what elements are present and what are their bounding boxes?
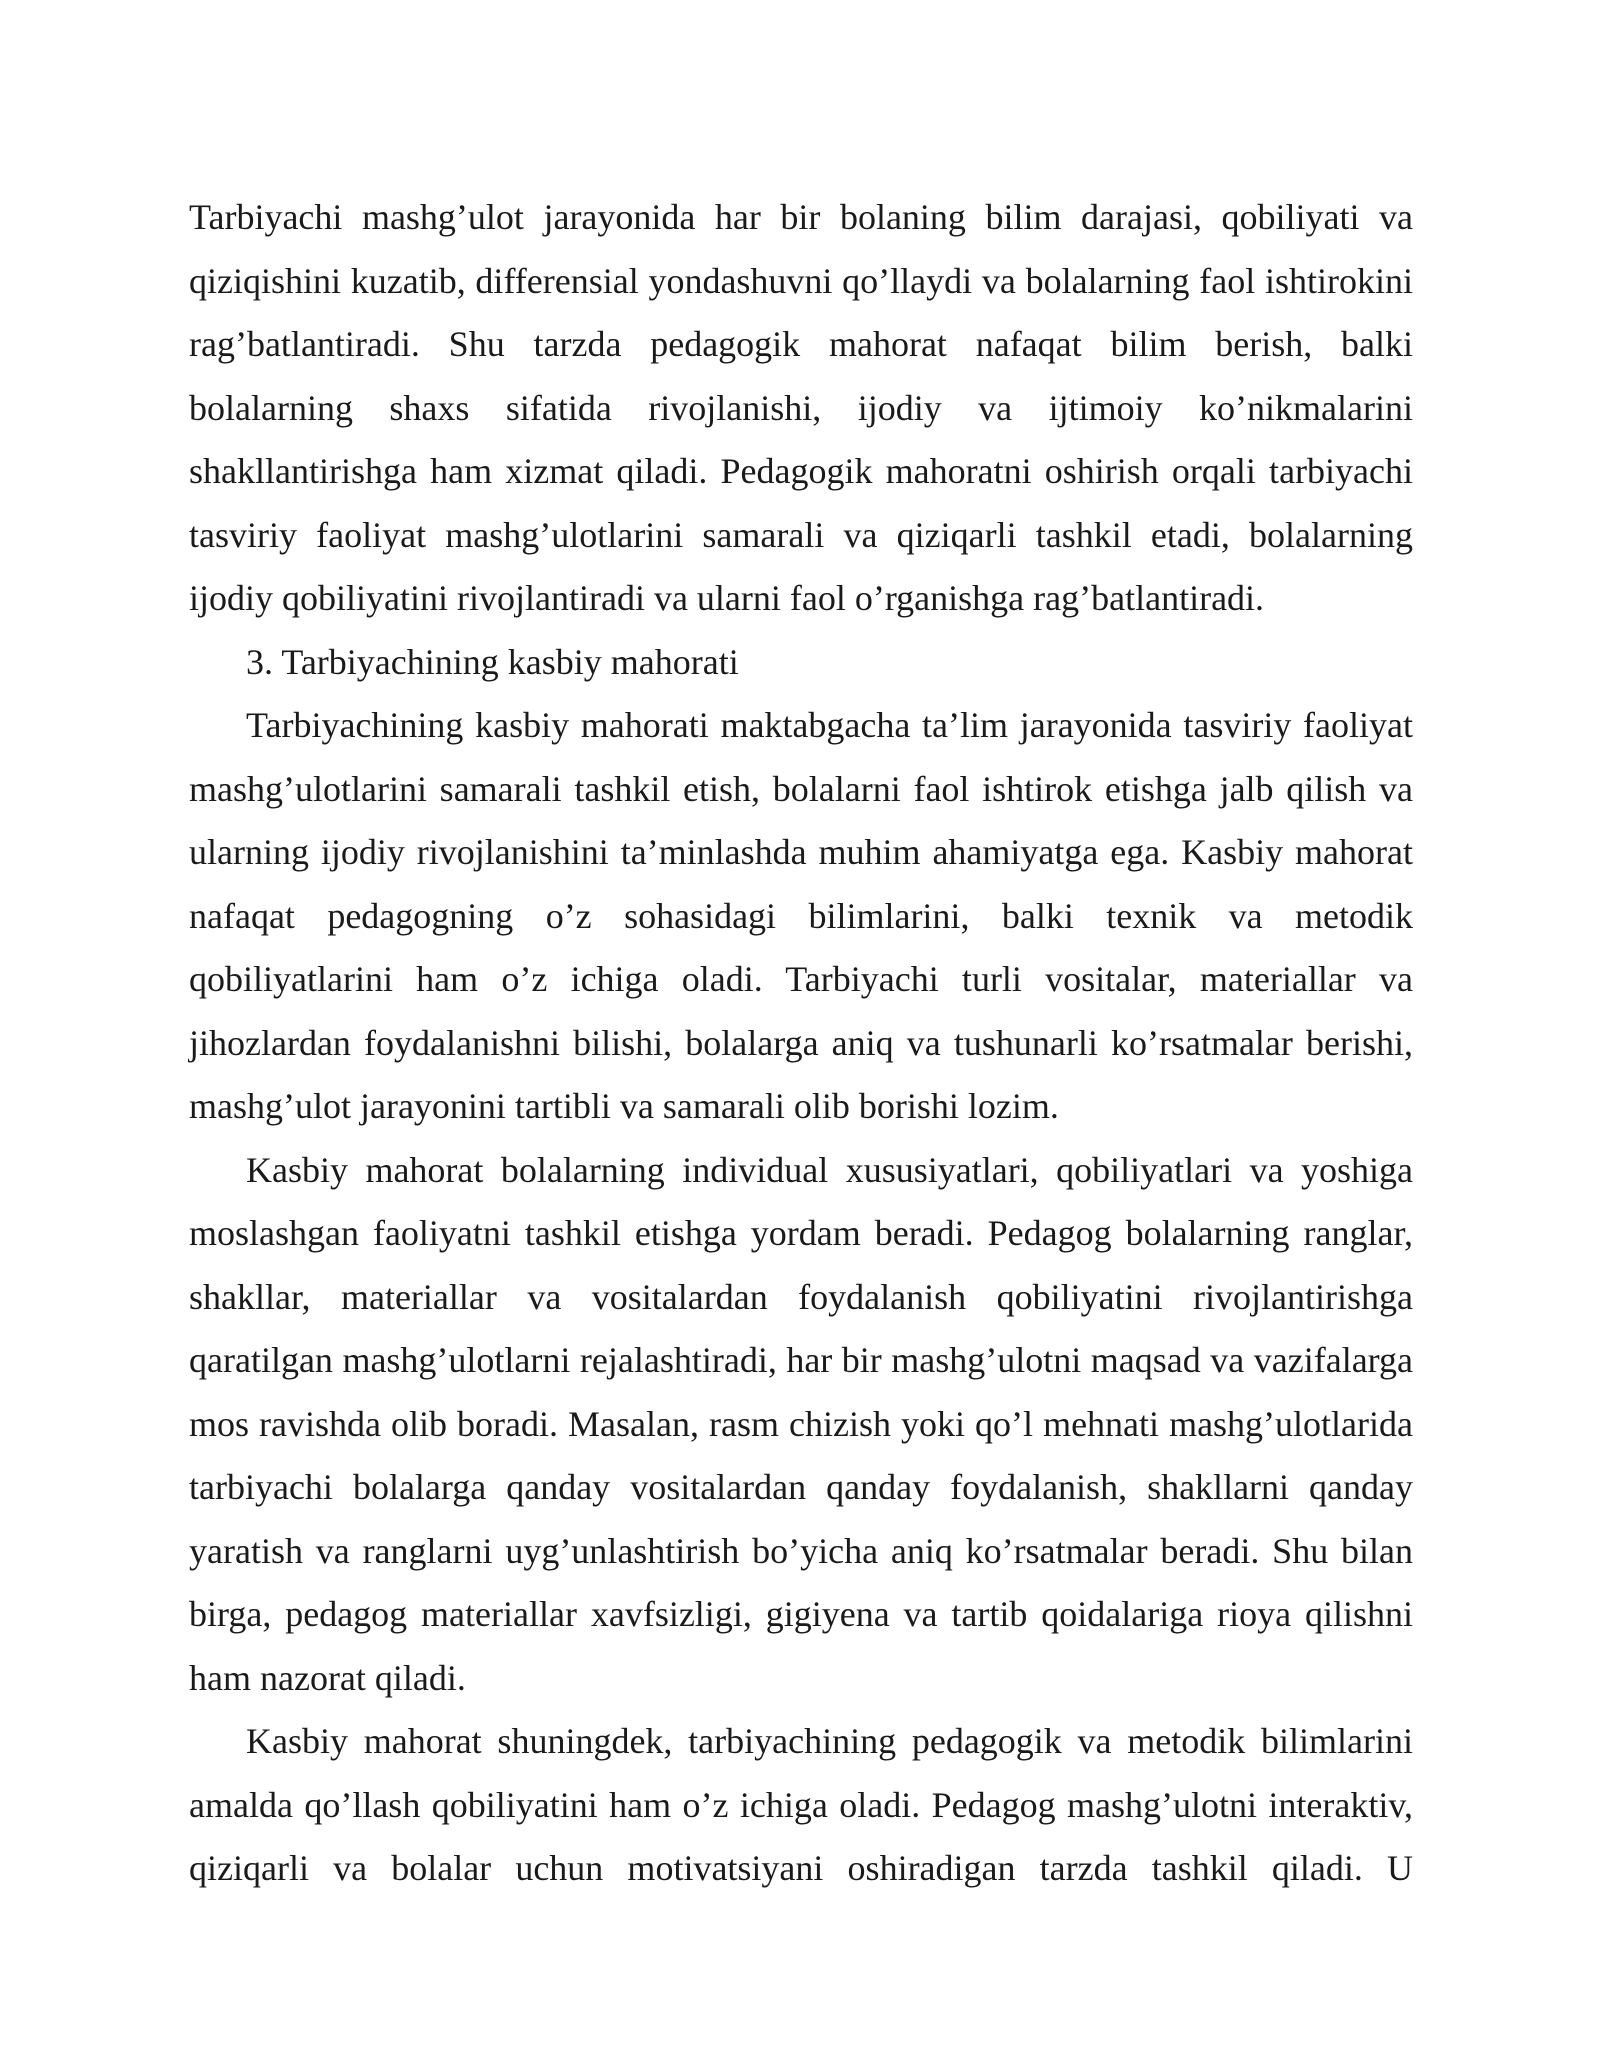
paragraph-body: Kasbiy mahorat shuningdek, tarbiyachining pedagogik va metodik bilimlarini amalda qo’llash qobiliyatini ham o’z ichiga oladi. Pedagog mashg’ulotni interaktiv, qiziqarli va bolalar uchun motivatsiyani oshiradigan tarzda tashkil qiladi. U xyxy=(189,1721,1413,1888)
section-heading: 3. Tarbiyachining kasbiy mahorati xyxy=(246,641,739,682)
paragraph-body: Kasbiy mahorat bolalarning individual xususiyatlari, qobiliyatlari va yoshiga moslashgan faoliyatni tashkil etishga yordam beradi. Pedagog bolalarning ranglar, shakllar, materiallar va vositalardan foydalanish qobiliyatini rivojlantirishga qaratilgan mashg’ulotlarni rejalashtiradi, har bir mashg’ulotni maqsad va vazifalarga mos ravishda olib boradi. Masalan, rasm chizish yoki qo’l mehnati mashg’ulotlarida tarbiyachi bolalarga qanday vositalardan qanday foydalanish, shakllarni qanday yaratish va ranglarni uyg’unlashtirish bo’yicha aniq ko’rsatmalar beradi. Shu bilan birga, pedagog materiallar xavfsizligi, gigiyena va tartib qoidalariga rioya qilishni ham nazorat qiladi. xyxy=(189,1149,1413,1698)
document-page xyxy=(189,186,1413,1901)
paragraph-continuation: Tarbiyachi mashg’ulot jarayonida har bir bolaning bilim darajasi, qobiliyati va qiziqishini kuzatib, differensial yondashuvni qo’llaydi va bolalarning faol ishtirokini rag’batlantiradi. Shu tarzda pedagogik mahorat nafaqat bilim berish, balki bolalarning shaxs sifatida rivojlanishi, ijodiy va ijtimoiy ko’nikmalarini shakllantirishga ham xizmat qiladi. Pedagogik mahoratni oshirish orqali tarbiyachi tasviriy faoliyat mashg’ulotlarini samarali va qiziqarli tashkil etadi, bolalarning ijodiy qobiliyatini rivojlantiradi va ularni faol o’rganishga rag’batlantiradi. xyxy=(189,197,1413,618)
paragraph-body: Tarbiyachining kasbiy mahorati maktabgacha ta’lim jarayonida tasviriy faoliyat mashg’ulotlarini samarali tashkil etish, bolalarni faol ishtirok etishga jalb qilish va ularning ijodiy rivojlanishini ta’minlashda muhim ahamiyatga ega. Kasbiy mahorat nafaqat pedagogning o’z sohasidagi bilimlarini, balki texnik va metodik qobiliyatlarini ham o’z ichiga oladi. Tarbiyachi turli vositalar, materiallar va jihozlardan foydalanishni bilishi, bolalarga aniq va tushunarli ko’rsatmalar berishi, mashg’ulot jarayonini tartibli va samarali olib borishi lozim. xyxy=(189,705,1413,1126)
